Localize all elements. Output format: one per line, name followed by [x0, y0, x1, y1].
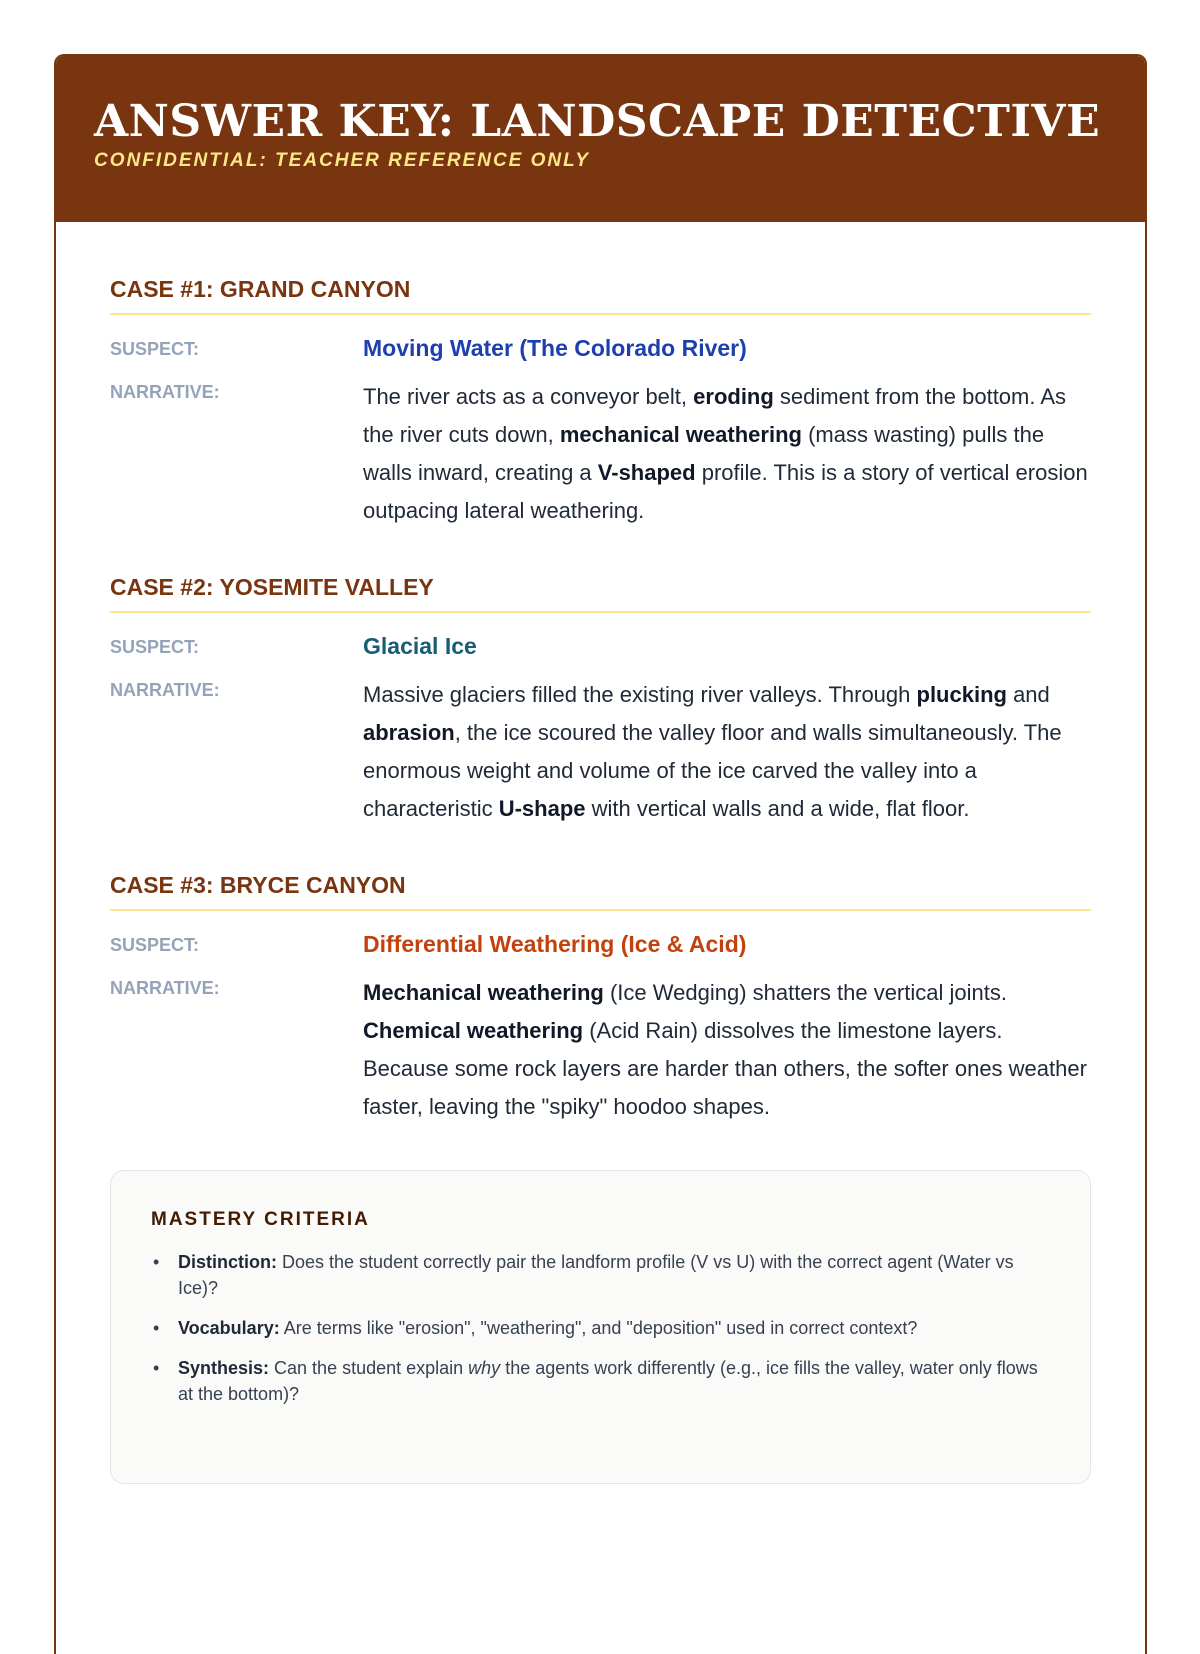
mastery-item-vocabulary	[151, 1315, 1050, 1341]
mastery-criteria-box	[110, 1170, 1091, 1484]
key-term: plucking	[916, 682, 1007, 707]
desc: the agents work differently (e.g., ice fills the valley, water only flows at the bottom)?	[178, 1358, 1038, 1404]
header	[56, 56, 1145, 222]
narrative-text: (Acid Rain) dissolves the limestone layers. Because some rock layers are harder than others, the softer ones weather faster, leaving the "spiky" hoodoo shapes.	[363, 1018, 1087, 1119]
key-term: V-shaped	[597, 460, 696, 485]
narrative-text: sediment from the bottom. As the river cuts down,	[363, 384, 1067, 447]
case-title: CASE #2: YOSEMITE VALLEY	[110, 574, 1091, 613]
answer-key-card	[54, 54, 1147, 1654]
mastery-item-distinction	[151, 1249, 1050, 1301]
case-section	[110, 574, 1091, 828]
term: Distinction:	[178, 1252, 277, 1272]
narrative-text: and	[1006, 682, 1050, 707]
content	[56, 222, 1145, 1484]
narrative-label: NARRATIVE:	[110, 978, 220, 998]
key-term: eroding	[693, 384, 774, 409]
narrative-text: profile. This is a story of vertical erosion outpacing lateral weathering.	[363, 460, 1088, 523]
narrative-text: with vertical walls and a wide, flat floor.	[585, 796, 970, 821]
mastery-list	[151, 1249, 1050, 1407]
case-title: CASE #3: BRYCE CANYON	[110, 872, 1091, 911]
narrative-text: , the ice scoured the valley floor and walls simultaneously. The enormous weight and volume of the ice carved the valley into a characteristic	[363, 720, 1062, 821]
key-term: mechanical weathering	[559, 422, 802, 447]
case-section	[110, 872, 1091, 1126]
mastery-item-synthesis	[151, 1355, 1050, 1407]
suspect-value: Differential Weathering (Ice & Acid)	[363, 931, 747, 957]
narrative-text: (mass wasting) pulls the walls inward, creating a	[363, 422, 1045, 485]
narrative-text-block	[363, 378, 1091, 530]
case-title: CASE #1: GRAND CANYON	[110, 276, 1091, 315]
suspect-label: SUSPECT:	[110, 339, 200, 359]
page-subtitle: CONFIDENTIAL: TEACHER REFERENCE ONLY	[94, 150, 590, 171]
key-term: U-shape	[498, 796, 586, 821]
page-title: ANSWER KEY: LANDSCAPE DETECTIVE	[94, 96, 1101, 147]
narrative-text: (Ice Wedging) shatters the vertical joints.	[603, 980, 1007, 1005]
term: Vocabulary:	[178, 1318, 280, 1338]
narrative-text: The river acts as a conveyor belt,	[363, 384, 694, 409]
key-term: Mechanical weathering	[363, 980, 604, 1005]
suspect-label: SUSPECT:	[110, 637, 200, 657]
mastery-title: MASTERY CRITERIA	[151, 1209, 370, 1230]
suspect-value: Glacial Ice	[363, 633, 477, 659]
key-term: abrasion	[363, 720, 455, 745]
narrative-label: NARRATIVE:	[110, 382, 220, 402]
desc: Does the student correctly pair the landform profile (V vs U) with the correct agent (Water vs Ice)?	[178, 1252, 1014, 1298]
narrative-label: NARRATIVE:	[110, 680, 220, 700]
emphasis: why	[468, 1358, 501, 1378]
suspect-value: Moving Water (The Colorado River)	[363, 335, 747, 361]
narrative-text: Massive glaciers filled the existing river valleys. Through	[363, 682, 917, 707]
key-term: Chemical weathering	[363, 1018, 584, 1043]
desc: Are terms like "erosion", "weathering", and "deposition" used in correct context?	[279, 1318, 918, 1338]
term: Synthesis:	[178, 1358, 270, 1378]
narrative-text-block	[363, 974, 1091, 1126]
case-section	[110, 276, 1091, 530]
narrative-text-block	[363, 676, 1091, 828]
suspect-label: SUSPECT:	[110, 935, 200, 955]
desc: Can the student explain	[269, 1358, 469, 1378]
